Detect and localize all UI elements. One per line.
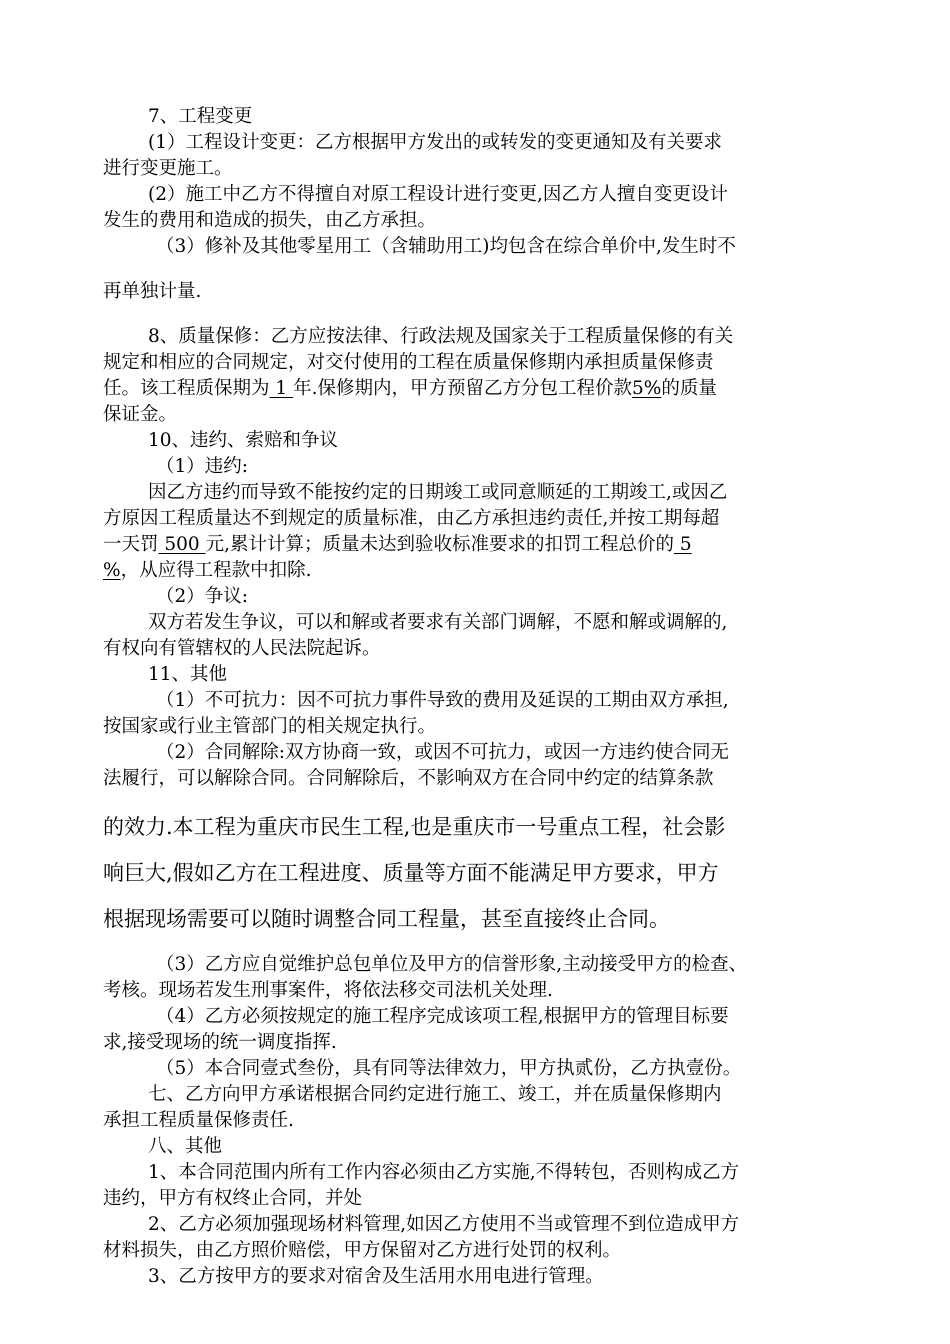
text-line: （1）违约: — [156, 456, 249, 477]
text-line: 1、本合同范围内所有工作内容必须由乙方实施,不得转包，否则构成乙方 — [148, 1162, 740, 1183]
text-line: 有权向有管辖权的人民法院起诉。 — [103, 638, 381, 659]
text-line — [103, 376, 717, 402]
text-line: (2）施工中乙方不得擅自对原工程设计进行变更,因乙方人擅自变更设计 — [148, 184, 728, 205]
text-line: （3）乙方应自觉维护总包单位及甲方的信誉形象,主动接受甲方的检查、 — [156, 954, 748, 975]
text-line: 因乙方违约而导致不能按约定的日期竣工或同意顺延的工期竣工,或因乙 — [148, 482, 728, 503]
text-line: 违约，甲方有权终止合同，并处 — [103, 1188, 363, 1209]
underlined-value: 1 — [269, 378, 294, 399]
text-line: 材料损失，由乙方照价赔偿，甲方保留对乙方进行处罚的权利。 — [103, 1240, 622, 1261]
text-line: 根据现场需要可以随时调整合同工程量，甚至直接终止合同。 — [103, 907, 670, 931]
text-line: （2）争议: — [156, 586, 249, 607]
text-line: 再单独计量. — [103, 281, 202, 302]
text-line: 10、违约、索赔和争议 — [148, 430, 339, 451]
text-line: （1）不可抗力：因不可抗力事件导致的费用及延误的工期由双方承担, — [156, 690, 729, 711]
text-line: （3）修补及其他零星用工（含辅助用工)均包含在综合单价中,发生时不 — [156, 236, 736, 257]
text-line: 响巨大,假如乙方在工程进度、质量等方面不能满足甲方要求，甲方 — [103, 861, 719, 885]
text-segment: 的质量 — [661, 378, 717, 399]
text-line: （5）本合同壹式叁份，具有同等法律效力，甲方执贰份，乙方执壹份。 — [156, 1058, 742, 1079]
underlined-value: 5% — [631, 378, 662, 399]
text-line — [103, 532, 692, 558]
text-line: 方原因工程质量达不到规定的质量标准，由乙方承担违约责任,并按工期每超 — [103, 508, 720, 529]
text-line: 双方若发生争议，可以和解或者要求有关部门调解，不愿和解或调解的, — [148, 612, 728, 633]
text-line: 8、质量保修：乙方应按法律、行政法规及国家关于工程质量保修的有关 — [148, 326, 734, 347]
text-line: 八、其他 — [148, 1136, 223, 1157]
text-line: 3、乙方按甲方的要求对宿舍及生活用水用电进行管理。 — [148, 1266, 604, 1287]
text-line: 11、其他 — [148, 664, 228, 685]
underlined-value: 5 — [673, 534, 692, 555]
text-line: 七、乙方向甲方承诺根据合同约定进行施工、竣工，并在质量保修期内 — [148, 1084, 722, 1105]
text-line: 按国家或行业主管部门的相关规定执行。 — [103, 716, 437, 737]
underlined-value: % — [103, 560, 121, 581]
text-line: 保证金。 — [103, 404, 178, 425]
text-line: 发生的费用和造成的损失，由乙方承担。 — [103, 210, 437, 231]
text-line — [103, 558, 311, 584]
text-line: 7、工程变更 — [148, 106, 253, 127]
text-line: 求,接受现场的统一调度指挥. — [103, 1032, 337, 1053]
text-line: 规定和相应的合同规定，对交付使用的工程在质量保修期内承担质量保修责 — [103, 352, 714, 373]
text-line: 考核。现场若发生刑事案件，将依法移交司法机关处理. — [103, 980, 553, 1001]
text-line: 的效力.本工程为重庆市民生工程,也是重庆市一号重点工程，社会影 — [103, 815, 726, 839]
text-line: 进行变更施工。 — [103, 158, 233, 179]
text-segment: 元,累计计算；质量未达到验收标准要求的扣罚工程总价的 — [205, 534, 674, 555]
text-line: （4）乙方必须按规定的施工程序完成该项工程,根据甲方的管理目标要 — [156, 1006, 729, 1027]
text-line: （2）合同解除:双方协商一致，或因不可抗力，或因一方违约使合同无 — [156, 742, 730, 763]
text-line: 法履行，可以解除合同。合同解除后，不影响双方在合同中约定的结算条款 — [103, 768, 714, 789]
text-segment: 年.保修期内，甲方预留乙方分包工程价款 — [293, 378, 632, 399]
text-segment: 一天罚 — [103, 534, 159, 555]
underlined-value: 500 — [158, 534, 206, 555]
text-segment: ，从应得工程款中扣除. — [120, 560, 312, 581]
text-line: 2、乙方必须加强现场材料管理,如因乙方使用不当或管理不到位造成甲方 — [148, 1214, 740, 1235]
text-segment: 任。该工程质保期为 — [103, 378, 270, 399]
text-line: (1）工程设计变更：乙方根据甲方发出的或转发的变更通知及有关要求 — [148, 132, 722, 153]
text-line: 承担工程质量保修责任. — [103, 1110, 294, 1131]
